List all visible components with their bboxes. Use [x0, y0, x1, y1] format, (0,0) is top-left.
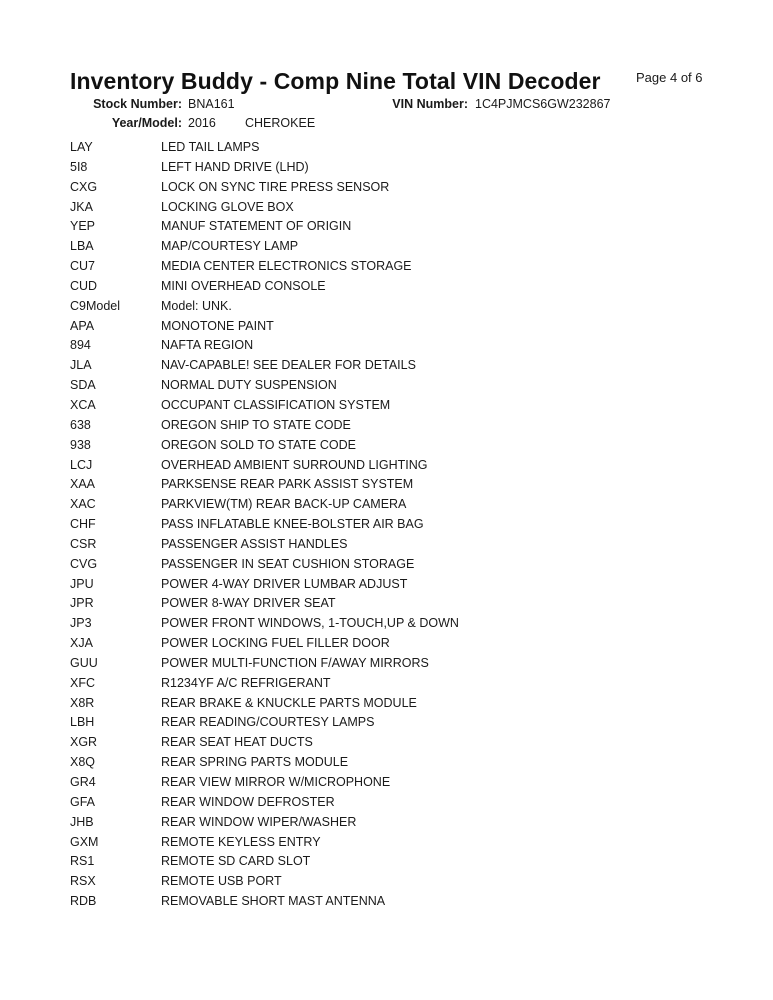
option-row: [70, 138, 710, 158]
option-description: Model: UNK.: [161, 298, 232, 313]
option-row: [70, 833, 710, 853]
option-code: RDB: [70, 894, 97, 909]
option-row: [70, 535, 710, 555]
option-code: SDA: [70, 378, 96, 393]
option-description: OCCUPANT CLASSIFICATION SYSTEM: [161, 397, 391, 412]
option-description: REMOTE USB PORT: [161, 874, 282, 889]
option-description: REAR VIEW MIRROR W/MICROPHONE: [161, 775, 391, 789]
option-row: [70, 793, 710, 813]
vin-number-value: 1C4PJMCS6GW232867: [475, 97, 611, 111]
option-description: R1234YF A/C REFRIGERANT: [161, 675, 331, 690]
option-code: XAC: [70, 497, 96, 512]
option-code: RS1: [70, 854, 95, 869]
option-code: XCA: [70, 397, 96, 412]
option-code: GUU: [70, 655, 98, 670]
option-code: JPU: [70, 576, 94, 591]
option-code: JPR: [70, 596, 94, 611]
option-description: NAFTA REGION: [161, 338, 254, 353]
option-description: MONOTONE PAINT: [161, 318, 274, 333]
option-row: [70, 277, 710, 297]
option-code: JP3: [70, 616, 92, 631]
option-description: REAR READING/COURTESY LAMPS: [161, 715, 375, 730]
option-row: [70, 257, 710, 277]
option-code: X8R: [70, 695, 95, 710]
option-row: [70, 396, 710, 416]
option-code: YEP: [70, 219, 96, 234]
option-description: PASSENGER IN SEAT CUSHION STORAGE: [161, 556, 415, 571]
option-description: MAP/COURTESY LAMP: [161, 239, 299, 254]
option-description: OREGON SHIP TO STATE CODE: [161, 417, 351, 432]
option-row: [70, 872, 710, 892]
option-row: [70, 416, 710, 436]
option-row: [70, 515, 710, 535]
option-description: POWER FRONT WINDOWS, 1-TOUCH,UP & DOWN: [161, 616, 459, 631]
option-row: [70, 594, 710, 614]
option-row: [70, 158, 710, 178]
option-description: REAR WINDOW WIPER/WASHER: [161, 814, 357, 829]
option-row: [70, 753, 710, 773]
option-code: CHF: [70, 517, 96, 532]
option-description: MINI OVERHEAD CONSOLE: [161, 278, 326, 293]
option-description: REMOTE SD CARD SLOT: [161, 854, 311, 869]
option-code: GXM: [70, 834, 99, 849]
option-code-list: [70, 138, 710, 912]
option-row: [70, 634, 710, 654]
option-code: CSR: [70, 536, 97, 551]
option-description: POWER MULTI-FUNCTION F/AWAY MIRRORS: [161, 655, 429, 670]
option-code: 5I8: [70, 159, 88, 174]
option-row: [70, 178, 710, 198]
option-code: X8Q: [70, 755, 96, 770]
option-code: LBH: [70, 715, 95, 730]
model-value: CHEROKEE: [245, 116, 316, 130]
option-description: LEFT HAND DRIVE (LHD): [161, 159, 309, 174]
option-code: 894: [70, 338, 91, 353]
option-row: [70, 674, 710, 694]
option-row: [70, 773, 710, 793]
option-row: [70, 654, 710, 674]
option-code: LCJ: [70, 457, 93, 472]
option-row: [70, 336, 710, 356]
option-row: [70, 694, 710, 714]
option-row: [70, 555, 710, 575]
stock-number-value: BNA161: [188, 97, 235, 111]
page-number: Page 4 of 6: [636, 70, 703, 85]
option-description: REAR SEAT HEAT DUCTS: [161, 735, 313, 750]
option-description: LOCK ON SYNC TIRE PRESS SENSOR: [161, 179, 390, 194]
option-description: NAV-CAPABLE! SEE DEALER FOR DETAILS: [161, 358, 416, 373]
option-description: PARKVIEW(TM) REAR BACK-UP CAMERA: [161, 497, 407, 512]
option-row: [70, 356, 710, 376]
option-description: REAR WINDOW DEFROSTER: [161, 794, 335, 809]
option-description: REAR SPRING PARTS MODULE: [161, 755, 349, 770]
option-description: PARKSENSE REAR PARK ASSIST SYSTEM: [161, 477, 414, 492]
option-row: [70, 297, 710, 317]
option-code: XJA: [70, 636, 93, 651]
option-code: JLA: [70, 358, 92, 373]
option-code: XFC: [70, 675, 95, 690]
option-description: POWER LOCKING FUEL FILLER DOOR: [161, 636, 390, 651]
option-code: C9Model: [70, 298, 121, 313]
option-code: CXG: [70, 179, 98, 194]
option-code: JHB: [70, 814, 94, 829]
option-row: [70, 733, 710, 753]
option-code: CU7: [70, 259, 96, 274]
option-description: REMOTE KEYLESS ENTRY: [161, 834, 321, 849]
option-description: REMOVABLE SHORT MAST ANTENNA: [161, 894, 386, 909]
option-row: [70, 495, 710, 515]
option-row: [70, 892, 710, 912]
option-description: POWER 8-WAY DRIVER SEAT: [161, 596, 336, 611]
option-row: [70, 475, 710, 495]
option-row: [70, 436, 710, 456]
option-code: XAA: [70, 477, 96, 492]
stock-number-label: Stock Number:: [93, 97, 182, 111]
option-code: LAY: [70, 140, 93, 154]
option-code: CVG: [70, 556, 98, 571]
vin-number-label: VIN Number:: [392, 97, 468, 111]
option-description: POWER 4-WAY DRIVER LUMBAR ADJUST: [161, 576, 408, 591]
option-code: JKA: [70, 199, 93, 214]
option-row: [70, 614, 710, 634]
option-code: LBA: [70, 239, 94, 254]
option-code: 938: [70, 437, 91, 452]
option-code: XGR: [70, 735, 98, 750]
option-description: MANUF STATEMENT OF ORIGIN: [161, 219, 352, 234]
option-row: [70, 713, 710, 733]
year-value: 2016: [188, 116, 216, 130]
option-row: [70, 813, 710, 833]
option-row: [70, 376, 710, 396]
option-description: LOCKING GLOVE BOX: [161, 199, 294, 214]
option-row: [70, 852, 710, 872]
option-description: NORMAL DUTY SUSPENSION: [161, 378, 337, 393]
option-code: GR4: [70, 775, 96, 789]
option-code: CUD: [70, 278, 98, 293]
option-row: [70, 317, 710, 337]
option-description: MEDIA CENTER ELECTRONICS STORAGE: [161, 259, 412, 274]
option-code: APA: [70, 318, 95, 333]
option-code: 638: [70, 417, 91, 432]
option-description: OVERHEAD AMBIENT SURROUND LIGHTING: [161, 457, 428, 472]
option-description: PASS INFLATABLE KNEE-BOLSTER AIR BAG: [161, 517, 424, 532]
option-row: [70, 198, 710, 218]
option-description: OREGON SOLD TO STATE CODE: [161, 437, 356, 452]
option-row: [70, 217, 710, 237]
page-title: Inventory Buddy - Comp Nine Total VIN Decoder: [70, 68, 601, 94]
option-row: [70, 575, 710, 595]
option-description: PASSENGER ASSIST HANDLES: [161, 536, 348, 551]
option-row: [70, 237, 710, 257]
year-model-label: Year/Model:: [111, 116, 182, 130]
option-description: REAR BRAKE & KNUCKLE PARTS MODULE: [161, 695, 417, 710]
option-code: GFA: [70, 794, 96, 809]
option-row: [70, 456, 710, 476]
option-description: LED TAIL LAMPS: [161, 140, 260, 154]
option-code: RSX: [70, 874, 96, 889]
